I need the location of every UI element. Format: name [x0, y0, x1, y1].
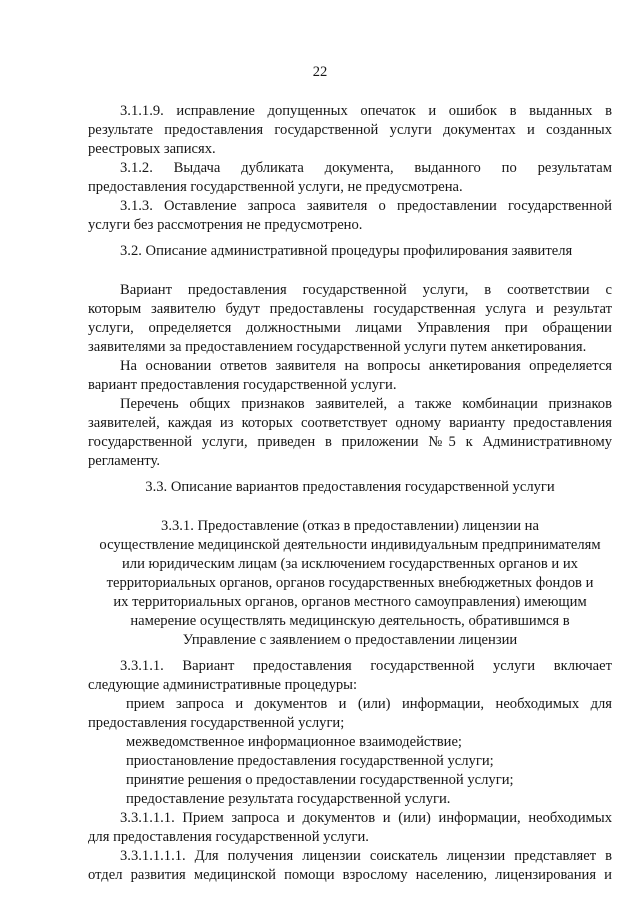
subsection-heading: их территориальных органов, органов местного самоуправления) имеющим [113, 594, 587, 610]
subsection-heading: осуществление медицинской деятельности индивидуальным предпринимателям [99, 537, 601, 553]
text-line: государственной услуги, приведен в приложении №5 к Административному [88, 434, 612, 450]
text-line: заявителей, каждая из которых соответствует одному варианту предоставления [88, 415, 612, 431]
list-item: предоставления государственной услуги; [88, 715, 345, 731]
list-item: прием запроса и документов и (или) информации, необходимых для [126, 696, 612, 712]
list-item: предоставление результата государственной услуги. [126, 791, 451, 807]
text-line: Перечень общих признаков заявителей, а также комбинации признаков [120, 396, 612, 412]
text-line: 3.1.1.9. исправление допущенных опечаток и ошибок в выданных в [120, 103, 612, 119]
text-line: результате предоставления государственной услуги документах и созданных [88, 122, 612, 138]
section-heading: 3.2. Описание административной процедуры профилирования заявителя [120, 243, 573, 259]
subsection-heading: 3.3.1. Предоставление (отказ в предоставлении) лицензии на [161, 518, 539, 534]
text-line: 3.1.2. Выдача дубликата документа, выданного по результатам [120, 160, 612, 176]
subsection-heading: территориальных органов, органов государственных внебюджетных фондов и [106, 575, 594, 591]
subsection-heading: или юридическим лицам (за исключением государственных органов и их [122, 556, 578, 572]
page-number: 22 [312, 64, 328, 80]
text-line: следующие административные процедуры: [88, 677, 358, 693]
text-line: 3.3.1.1. Вариант предоставления государственной услуги включает [120, 658, 612, 674]
text-line: для предоставления государственной услуги. [88, 829, 369, 845]
text-line: услуги, определяется должностными лицами Управления при обращении [88, 320, 612, 336]
text-line: вариант предоставления государственной услуги. [88, 377, 397, 393]
text-line: 3.1.3. Оставление запроса заявителя о предоставлении государственной [120, 198, 612, 214]
section-heading: 3.3. Описание вариантов предоставления государственной услуги [145, 479, 555, 495]
text-line: которым заявителю будут предоставлены государственная услуга и результат [88, 301, 612, 317]
text-line: регламенту. [88, 453, 160, 469]
text-line: заявителями за предоставлением государственной услуги путем анкетирования. [88, 339, 587, 355]
text-line: На основании ответов заявителя на вопросы анкетирования определяется [120, 358, 612, 374]
text-line: предоставления государственной услуги, не предусмотрена. [88, 179, 463, 195]
text-line: 3.3.1.1.1. Прием запроса и документов и (или) информации, необходимых [120, 810, 612, 826]
subsection-heading: намерение осуществлять медицинскую деятельность, обратившимся в [130, 613, 570, 629]
text-line: услуги без рассмотрения не предусмотрено. [88, 217, 363, 233]
text-line: Вариант предоставления государственной услуги, в соответствии с [120, 282, 612, 298]
list-item: межведомственное информационное взаимодействие; [126, 734, 462, 750]
list-item: приостановление предоставления государственной услуги; [126, 753, 494, 769]
text-line: 3.3.1.1.1.1. Для получения лицензии соискатель лицензии представляет в [120, 848, 612, 864]
text-line: отдел развития медицинской помощи взрослому населению, лицензирования и [88, 867, 612, 883]
text-line: реестровых записях. [88, 141, 216, 157]
subsection-heading: Управление с заявлением о предоставлении лицензии [182, 632, 518, 648]
list-item: принятие решения о предоставлении государственной услуги; [126, 772, 514, 788]
